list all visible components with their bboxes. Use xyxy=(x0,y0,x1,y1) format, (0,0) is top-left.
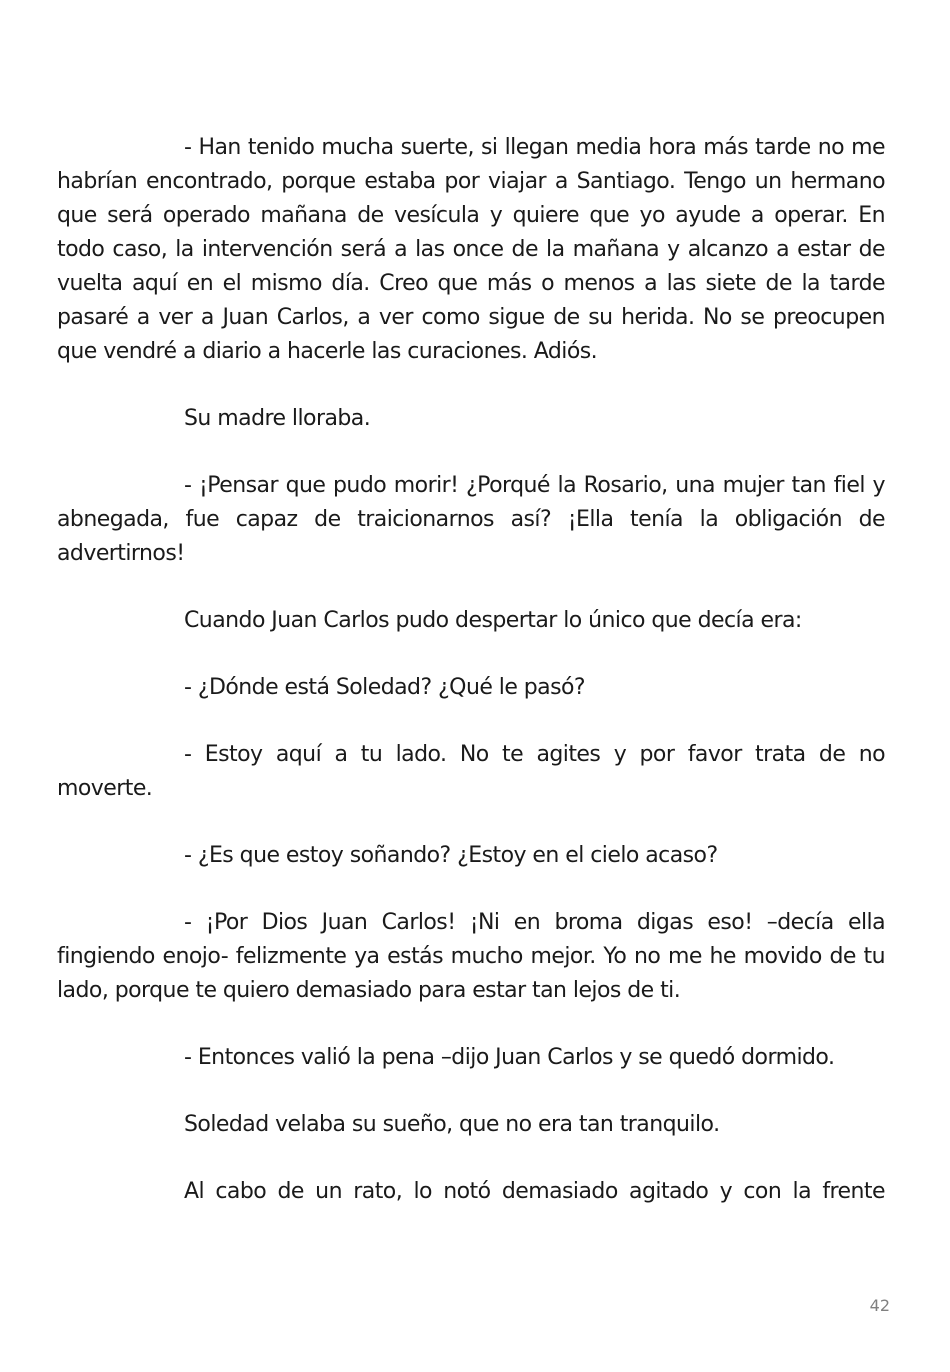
page-number: 42 xyxy=(869,1296,890,1315)
paragraph-por-dios: - ¡Por Dios Juan Carlos! ¡Ni en broma digas eso! –decía ella fingiendo enojo- felizmente ya estás mucho mejor. Yo no me he movido de tu lado, porque te quiero demasiado para estar tan lejos de ti. xyxy=(57,910,885,1003)
paragraph-valio-la-pena: - Entonces valió la pena –dijo Juan Carlos y se quedó dormido. xyxy=(184,1045,835,1070)
paragraph-soledad-watches: Soledad velaba su sueño, que no era tan tranquilo. xyxy=(184,1112,720,1137)
paragraph-dreaming: - ¿Es que estoy soñando? ¿Estoy en el cielo acaso? xyxy=(184,843,718,868)
paragraph-juan-carlos-wakes: Cuando Juan Carlos pudo despertar lo único que decía era: xyxy=(184,608,802,633)
paragraph-where-is-soledad: - ¿Dónde está Soledad? ¿Qué le pasó? xyxy=(184,675,586,700)
paragraph-doctor-speech: - Han tenido mucha suerte, si llegan media hora más tarde no me habrían encontrado, porque estaba por viajar a Santiago. Tengo un hermano que será operado mañana de vesícula y quiere que yo ayude a operar. En todo caso, la intervención será a las once de la mañana y alcanzo a estar de vuelta aquí en el mismo día. Creo que más o menos a las siete de la tarde pasaré a ver a Juan Carlos, a ver como sigue de su herida. No se preocupen que vendré a diario a hacerle las curaciones. Adiós. xyxy=(57,135,885,364)
paragraph-mother-speech: - ¡Pensar que pudo morir! ¿Porqué la Rosario, una mujer tan fiel y abnegada, fue capaz de traicionarnos así? ¡Ella tenía la obligación de advertirnos! xyxy=(57,473,885,566)
paragraph-mother-crying: Su madre lloraba. xyxy=(184,406,371,431)
body-text xyxy=(57,131,885,1242)
paragraph-soledad-reply: - Estoy aquí a tu lado. No te agites y por favor trata de no moverte. xyxy=(57,742,885,801)
paragraph-al-cabo: Al cabo de un rato, lo notó demasiado agitado y con la frente xyxy=(184,1179,885,1204)
